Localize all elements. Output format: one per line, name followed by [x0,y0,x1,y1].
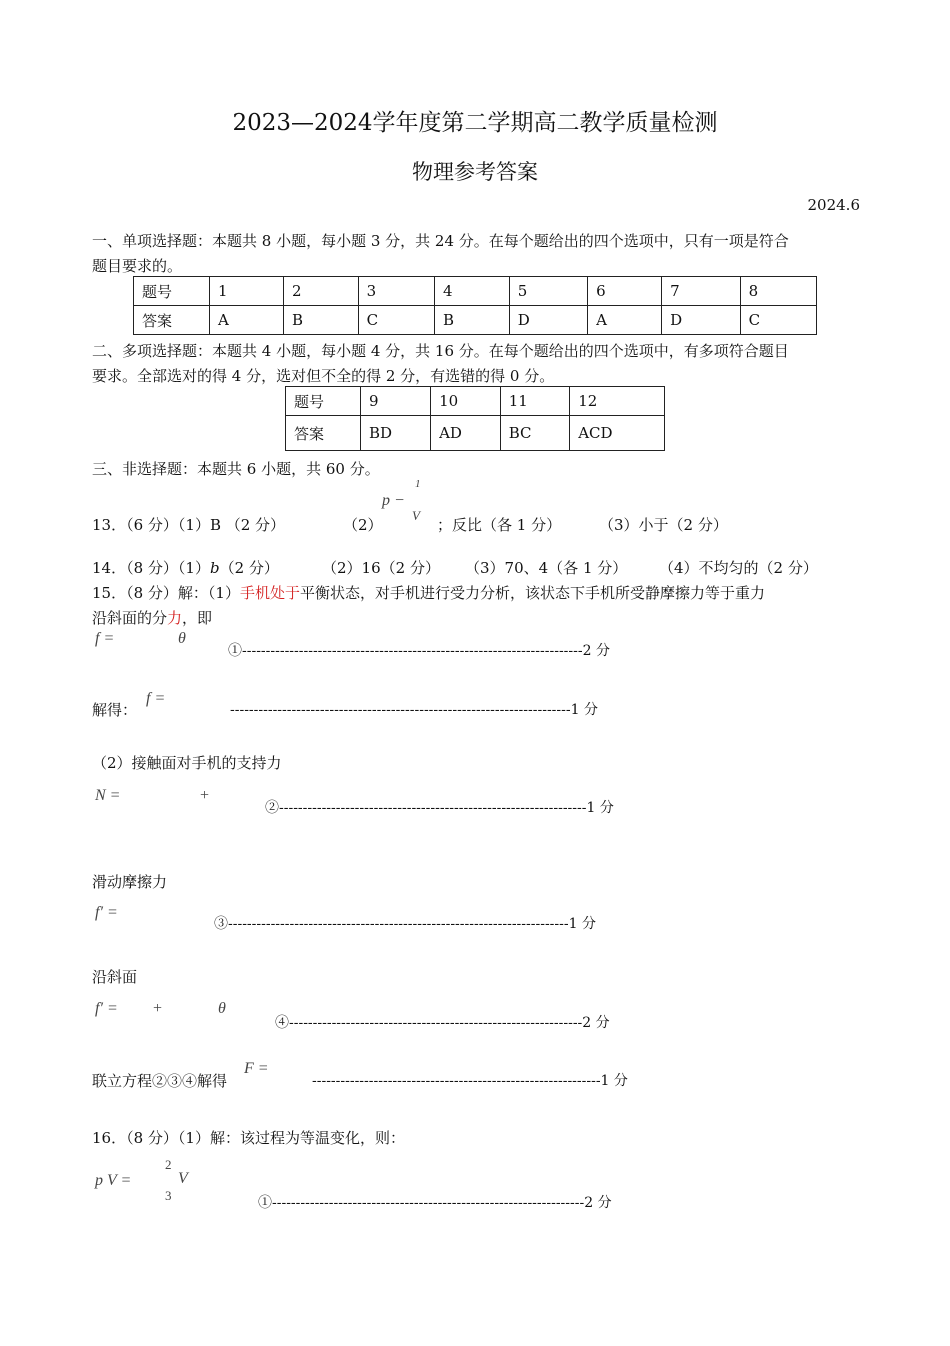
q14-part1-prefix: 14．（8 分）（1） [92,559,210,577]
section2-heading-cont: 要求。全部选对的得 4 分，选对但不全的得 2 分，有选错的得 0 分。 [92,367,555,385]
table-cell: C [358,306,434,335]
q15-eq1-score: ①------------------------------------------------------------------------2 分 [228,643,610,659]
table-cell: 7 [662,277,740,306]
q15-eq6-score: -------------------------------------------------------------1 分 [312,1073,628,1089]
table-cell: 9 [361,387,431,416]
table-cell: B [435,306,510,335]
q16-eq1-left: p V = [95,1172,132,1189]
table-cell: AD [431,416,501,451]
table-cell: A [588,306,662,335]
q15-eq5-theta: θ [218,1000,226,1017]
q14-part1-var: b [209,559,220,577]
date: 2024.6 [807,196,860,214]
table-cell: B [283,306,358,335]
q14-part2: （2）16（2 分） [322,559,440,577]
q15-slope-label: 沿斜面 [92,968,138,986]
q14-part4: （4）不均匀的（2 分） [659,559,818,577]
q15-intro-text: 平衡状态，对手机进行受力分析，该状态下手机所受静摩擦力等于重力 [299,584,765,602]
q15-part2-heading: （2）接触面对手机的支持力 [92,754,282,772]
q15-eq2-score: ------------------------------------------------------------------------1 分 [230,702,598,718]
table-cell: 8 [740,277,816,306]
page-title: 2023—2024学年度第二学期高二教学质量检测 [232,110,718,136]
table-row [134,277,817,306]
q13-formula-top: 1 [415,478,421,490]
q15-eq3: N = [95,787,121,804]
table-cell: A [210,306,284,335]
section1-heading: 一、单项选择题：本题共 8 小题，每小题 3 分，共 24 分。在每个题给出的四个选项中，只有一项是符合 [92,232,789,250]
table-cell: D [509,306,587,335]
table-row [286,416,665,451]
table-cell: 4 [435,277,510,306]
q15-sliding-friction-label: 滑动摩擦力 [92,873,168,891]
table-cell: BC [500,416,569,451]
q15-line2-text: 沿斜面的分 [92,609,168,627]
q15-eq2: f = [146,690,166,707]
table-cell: D [662,306,740,335]
q15-eq3-plus: + [200,787,210,804]
table-cell: ACD [570,416,665,451]
q15-eq4-score: ③------------------------------------------------------------------------1 分 [214,916,596,932]
q15-eq5-plus: + [153,1000,163,1017]
q15-line2-end: ，即 [182,609,213,627]
q16-eq1-denominator: 3 [165,1188,172,1203]
q15-intro-line2 [92,607,212,628]
q13-part1: 13．（6 分）（1）B （2 分） [92,516,286,534]
section3-heading: 三、非选择题：本题共 6 小题，共 60 分。 [92,460,380,478]
table-cell: 5 [509,277,587,306]
table-cell: 3 [358,277,434,306]
table-cell: 12 [570,387,665,416]
q15-solve-label: 解得： [92,701,138,719]
table-row [134,306,817,335]
q15-eq5-score: ④--------------------------------------------------------------2 分 [275,1015,610,1031]
table-cell: 答案 [286,416,361,451]
section2-heading: 二、多项选择题：本题共 4 小题，每小题 4 分，共 16 分。在每个题给出的四个选项中，有多项符合题目 [92,342,789,360]
q14-part3: （3）70、4（各 1 分） [465,559,628,577]
q14-part1-score: （2 分） [219,559,279,577]
q15-combine-label: 联立方程②③④解得 [92,1072,228,1090]
q13-formula-v: V [412,508,420,523]
q15-intro-prefix: 15．（8 分）解：（1） [92,584,240,602]
q16-intro: 16．（8 分）（1）解：该过程为等温变化，则： [92,1129,405,1147]
table-cell: 1 [210,277,284,306]
q16-eq1-score: ①------------------------------------------------------------------2 分 [258,1195,612,1211]
table-row [286,387,665,416]
q15-eq1-theta: θ [178,630,186,647]
table-cell: 11 [500,387,569,416]
q16-eq1-numerator: 2 [165,1157,172,1172]
table-cell: 题号 [134,277,210,306]
table-cell: 2 [283,277,358,306]
q15-eq6: F = [244,1060,269,1077]
table-cell: 10 [431,387,501,416]
q13-part2-label: （2） [343,516,383,534]
q15-eq3-score: ②-----------------------------------------------------------------1 分 [265,800,614,816]
table-cell: C [740,306,816,335]
q16-eq1-v: V [178,1170,188,1187]
q13-formula: p − [382,492,405,509]
section1-heading-cont: 题目要求的。 [92,257,183,275]
table-cell: 题号 [286,387,361,416]
q15-intro-highlight: 手机处于 [239,584,300,602]
q15-eq4: f′ = [95,904,118,921]
page-subtitle: 物理参考答案 [412,160,538,184]
q15-eq1: f = [95,630,115,647]
q15-intro [92,582,765,603]
q15-eq5: f′ = [95,1000,118,1017]
q13-part3: （3）小于（2 分） [599,516,728,534]
q13-part2-answer: ；反比（各 1 分） [437,516,562,534]
section1-answer-table [133,276,817,335]
q14-part1-label [92,557,279,578]
q15-line2-highlight: 力 [167,609,183,627]
table-cell: BD [361,416,431,451]
section2-answer-table [285,386,665,451]
table-cell: 6 [588,277,662,306]
table-cell: 答案 [134,306,210,335]
